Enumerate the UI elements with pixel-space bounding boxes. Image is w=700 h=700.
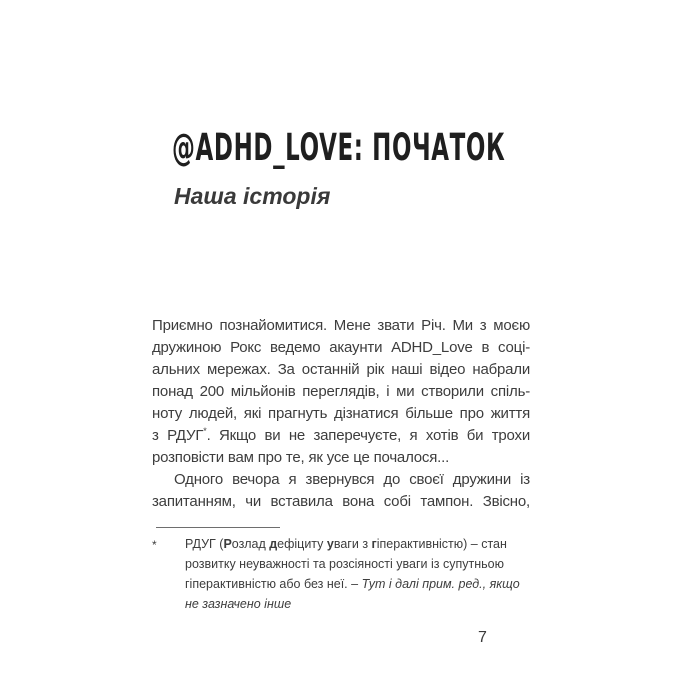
footnote-text-part-bold: г	[371, 537, 377, 551]
body-line-text: . Якщо ви не заперечуєте, я хотів би трохи	[206, 427, 530, 444]
footnote-line	[185, 574, 532, 594]
body-line: розповісти вам про те, як усе це почалося...	[152, 449, 450, 466]
body-line: альних мережах. За останній рік наші відео набрали	[152, 361, 530, 378]
footnote-text-part: озлад	[231, 537, 270, 551]
body-line-text: з РДУГ	[152, 427, 204, 444]
body-line: Одного вечора я звернувся до своєї дружини із	[174, 471, 530, 488]
footnote-text-part-bold: Р	[223, 537, 232, 551]
body-text	[152, 315, 530, 513]
footnote-text-part: ефіциту	[277, 537, 327, 551]
footnote-text-part: РДУГ (	[185, 537, 224, 551]
footnote-line: розвитку неуважності та розсіяності уваги із супутньою	[185, 557, 504, 571]
body-line: запитанням, чи вставила вона собі тампон. Звісно,	[152, 493, 530, 510]
chapter-subtitle: Наша історія	[174, 183, 331, 210]
footnote-text-part-bold: у	[326, 537, 334, 551]
body-line	[152, 425, 530, 447]
footnote-marker-asterisk: *	[152, 538, 157, 552]
page-number: 7	[478, 629, 487, 646]
footnote-text-part-bold: д	[269, 537, 278, 551]
body-line: Приємно познайомитися. Мене звати Річ. Ми з моєю	[152, 317, 530, 334]
footnote-separator	[156, 527, 280, 528]
footnote-text	[185, 534, 532, 614]
body-line: понад 200 мільйонів переглядів, і ми створили спіль-	[152, 383, 530, 400]
footnote-line	[185, 534, 532, 554]
footnote-text-part-italic: Тут і далі прим. ред., якщо	[361, 577, 520, 591]
body-line: ноту людей, які прагнуть дізнатися більше про життя	[152, 405, 530, 422]
footnote-text-part: гіперактивністю або без неї. –	[185, 577, 362, 591]
footnote-reference-asterisk: *	[203, 426, 207, 436]
footnote-text-part: іперактивністю) – стан	[376, 537, 507, 551]
chapter-title: @ADHD_LOVE: ПОЧАТОК	[172, 125, 506, 169]
footnote-text-part: ваги з	[333, 537, 372, 551]
body-line: дружиною Рокс ведемо акаунти ADHD_Love в соці-	[152, 339, 530, 356]
footnote-line: не зазначено інше	[185, 597, 292, 611]
footnote	[152, 534, 532, 614]
